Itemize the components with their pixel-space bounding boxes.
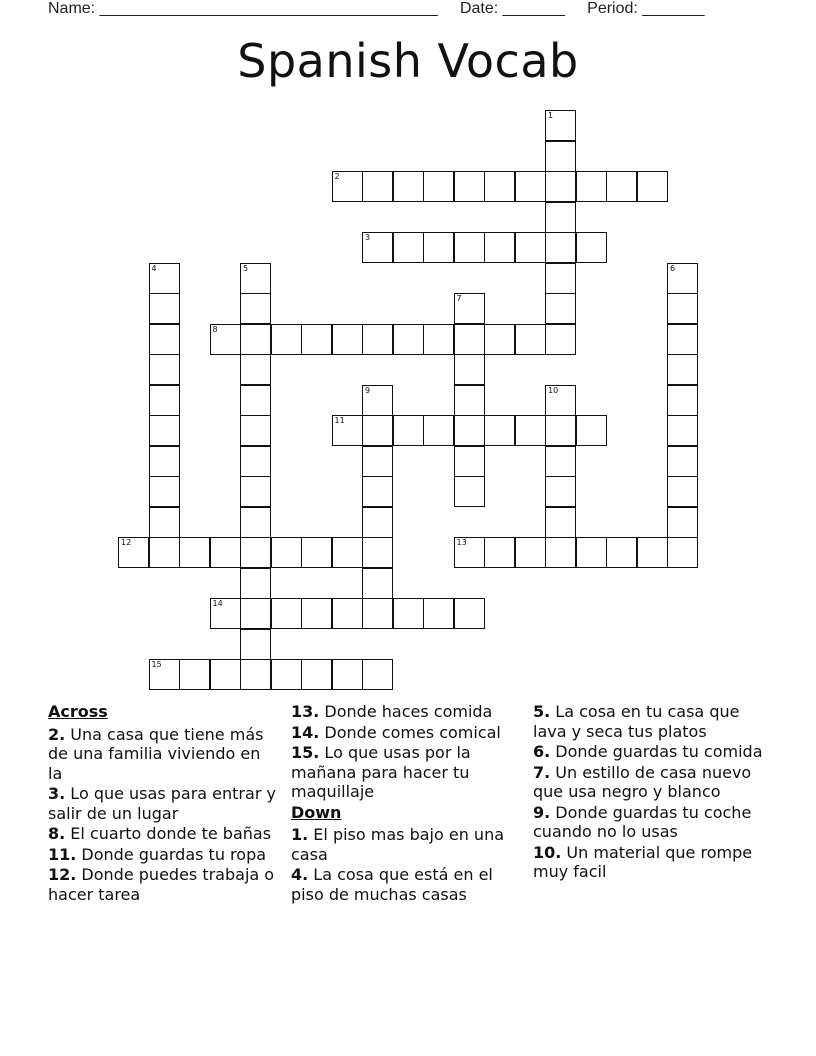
clue-text: Donde guardas tu coche cuando no lo usas — [533, 802, 752, 841]
clue-number: 6. — [533, 742, 551, 761]
crossword-cell — [301, 598, 332, 629]
crossword-cell — [362, 385, 393, 416]
crossword-cell — [118, 537, 149, 568]
crossword-cell — [210, 659, 241, 690]
clue-down-10 — [533, 843, 768, 882]
crossword-cell — [149, 446, 180, 477]
crossword-cell — [667, 507, 698, 538]
clue-number-label: 15 — [151, 660, 162, 669]
clue-number-label: 9 — [365, 385, 371, 395]
clue-text: Lo que usas por la mañana para hacer tu maquillaje — [291, 743, 471, 801]
name-date-period-line: Name: ______________________________________ Date: _______ Period: _______ — [48, 0, 705, 17]
clue-text: La cosa que está en el piso de muchas casas — [291, 865, 493, 904]
crossword-cell — [240, 324, 271, 355]
clue-across-2 — [48, 725, 278, 784]
clue-number: 5. — [533, 702, 551, 721]
crossword-cell — [545, 263, 576, 294]
crossword-cell — [271, 324, 302, 355]
clue-number: 4. — [291, 865, 309, 884]
clue-number-label: 6 — [670, 263, 676, 273]
crossword-cell — [332, 171, 363, 202]
crossword-cell — [454, 385, 485, 416]
crossword-cell — [179, 659, 210, 690]
clue-number: 7. — [533, 762, 551, 782]
crossword-cell — [667, 385, 698, 416]
crossword-cell — [576, 415, 607, 446]
clue-text: Donde puedes trabaja o hacer tarea — [48, 865, 275, 904]
clues-column-3 — [533, 702, 768, 883]
clue-down-6 — [533, 742, 768, 762]
clue-text: La cosa en tu casa que lava y seca tus platos — [533, 702, 740, 741]
crossword-cell — [332, 598, 363, 629]
crossword-cell — [545, 446, 576, 477]
crossword-cell — [362, 415, 393, 446]
crossword-cell — [545, 476, 576, 507]
clue-across-15 — [291, 743, 519, 802]
crossword-cell — [393, 171, 424, 202]
clue-number-label: 1 — [548, 111, 554, 120]
clue-number-label: 10 — [548, 385, 559, 395]
crossword-cell — [545, 324, 576, 355]
crossword-cell — [240, 293, 271, 324]
clue-number: 3. — [48, 784, 66, 803]
crossword-cell — [332, 537, 363, 568]
crossword-cell — [240, 415, 271, 446]
crossword-cell — [576, 537, 607, 568]
crossword-cell — [545, 507, 576, 538]
crossword-cell — [240, 446, 271, 477]
crossword-cell — [454, 171, 485, 202]
clue-across-13 — [291, 702, 519, 722]
clue-text: El cuarto donde te bañas — [65, 824, 272, 843]
crossword-cell — [240, 476, 271, 507]
down-heading: Down — [291, 802, 342, 822]
crossword-cell — [423, 324, 454, 355]
crossword-cell — [271, 537, 302, 568]
clue-across-14 — [291, 723, 519, 743]
clue-text: Lo que usas para entrar y salir de un lugar — [48, 784, 276, 823]
crossword-cell — [515, 415, 546, 446]
clue-down-9 — [533, 803, 768, 842]
clue-number-label: 7 — [456, 294, 462, 303]
crossword-cell — [667, 324, 698, 355]
crossword-cell — [271, 659, 302, 690]
crossword-cell — [515, 324, 546, 355]
clue-text: Donde comes comical — [319, 722, 501, 742]
crossword-cell — [362, 476, 393, 507]
clue-down-1 — [291, 825, 519, 864]
clue-number: 2. — [48, 724, 66, 744]
crossword-cell — [393, 324, 424, 355]
crossword-cell — [149, 659, 180, 690]
crossword-cell — [454, 324, 485, 355]
clue-down-5 — [533, 702, 768, 741]
clue-number-label: 11 — [334, 416, 345, 425]
crossword-cell — [362, 598, 393, 629]
crossword-cell — [454, 446, 485, 477]
crossword-cell — [332, 659, 363, 690]
crossword-cell — [210, 324, 241, 355]
crossword-cell — [240, 354, 271, 385]
clue-down-7 — [533, 763, 768, 802]
crossword-cell — [149, 324, 180, 355]
crossword-cell — [149, 507, 180, 538]
clue-number: 8. — [48, 824, 66, 843]
crossword-cell — [301, 324, 332, 355]
crossword-cell — [240, 629, 271, 660]
clue-number-label: 13 — [456, 538, 467, 547]
clue-across-3 — [48, 784, 278, 823]
crossword-cell — [423, 171, 454, 202]
crossword-cell — [423, 232, 454, 263]
crossword-cell — [515, 171, 546, 202]
crossword-cell — [149, 293, 180, 324]
crossword-cell — [362, 324, 393, 355]
crossword-cell — [240, 263, 271, 294]
clue-number: 13. — [291, 702, 320, 721]
clue-text: Una casa que tiene más de una familia viviendo en la — [48, 724, 264, 783]
crossword-cell — [393, 415, 424, 446]
crossword-cell — [545, 141, 576, 172]
crossword-cell — [484, 232, 515, 263]
crossword-cell — [454, 232, 485, 263]
clue-text: Donde guardas tu ropa — [76, 844, 267, 864]
clue-down-4 — [291, 865, 519, 904]
clue-number: 15. — [291, 743, 320, 762]
crossword-cell — [667, 354, 698, 385]
clues-column-2 — [291, 702, 519, 905]
clue-text: Un estillo de casa nuevo que usa negro y blanco — [533, 762, 752, 801]
crossword-cell — [362, 507, 393, 538]
clue-number: 14. — [291, 722, 320, 742]
crossword-cell — [484, 415, 515, 446]
across-heading: Across — [48, 702, 108, 721]
clue-number: 12. — [48, 865, 77, 884]
crossword-cell — [454, 293, 485, 324]
crossword-cell — [484, 537, 515, 568]
clue-number: 11. — [48, 844, 77, 864]
crossword-cell — [606, 171, 637, 202]
clue-text: El piso mas bajo en una casa — [291, 825, 505, 864]
crossword-cell — [576, 232, 607, 263]
crossword-cell — [454, 537, 485, 568]
crossword-cell — [545, 415, 576, 446]
crossword-cell — [210, 598, 241, 629]
crossword-cell — [393, 232, 424, 263]
crossword-cell — [515, 232, 546, 263]
crossword-cell — [149, 263, 180, 294]
clue-number-label: 5 — [243, 263, 249, 273]
clues-column-1 — [48, 702, 278, 905]
clue-number-label: 2 — [334, 172, 340, 181]
crossword-cell — [149, 354, 180, 385]
crossword-cell — [362, 537, 393, 568]
crossword-cell — [637, 537, 668, 568]
crossword-cell — [484, 171, 515, 202]
crossword-cell — [332, 415, 363, 446]
crossword-cell — [667, 537, 698, 568]
crossword-cell — [667, 446, 698, 477]
crossword-cell — [149, 415, 180, 446]
crossword-cell — [454, 415, 485, 446]
crossword-cell — [515, 537, 546, 568]
crossword-cell — [301, 659, 332, 690]
crossword-cell — [362, 659, 393, 690]
crossword-cell — [362, 171, 393, 202]
clue-text: Donde haces comida — [319, 702, 493, 721]
clue-number-label: 12 — [121, 538, 132, 547]
crossword-cell — [393, 598, 424, 629]
crossword-cell — [240, 385, 271, 416]
crossword-cell — [423, 415, 454, 446]
clue-number: 1. — [291, 825, 309, 844]
crossword-cell — [545, 537, 576, 568]
crossword-cell — [484, 324, 515, 355]
crossword-cell — [271, 598, 302, 629]
crossword-cell — [362, 446, 393, 477]
crossword-cell — [667, 263, 698, 294]
crossword-cell — [240, 537, 271, 568]
crossword-cell — [667, 415, 698, 446]
crossword-cell — [240, 507, 271, 538]
clue-number-label: 4 — [151, 263, 157, 273]
crossword-cell — [210, 537, 241, 568]
crossword-cell — [576, 171, 607, 202]
crossword-cell — [240, 568, 271, 599]
crossword-cell — [362, 568, 393, 599]
crossword-cell — [637, 171, 668, 202]
crossword-cell — [545, 202, 576, 233]
crossword-cell — [667, 476, 698, 507]
crossword-cell — [545, 110, 576, 141]
clue-across-8 — [48, 824, 278, 844]
crossword-cell — [240, 598, 271, 629]
clue-number-label: 14 — [212, 599, 223, 608]
crossword-cell — [606, 537, 637, 568]
clue-number-label: 3 — [365, 233, 371, 242]
clue-text: Un material que rompe muy facil — [533, 842, 753, 881]
crossword-cell — [454, 354, 485, 385]
crossword-cell — [149, 537, 180, 568]
crossword-cell — [545, 171, 576, 202]
crossword-cell — [332, 324, 363, 355]
clue-text: Donde guardas tu comida — [550, 742, 763, 761]
crossword-cell — [301, 537, 332, 568]
crossword-cell — [179, 537, 210, 568]
page-title: Spanish Vocab — [237, 34, 579, 88]
crossword-cell — [423, 598, 454, 629]
clue-number: 9. — [533, 802, 551, 822]
crossword-cell — [240, 659, 271, 690]
crossword-cell — [362, 232, 393, 263]
crossword-cell — [149, 476, 180, 507]
crossword-cell — [454, 476, 485, 507]
clue-across-12 — [48, 865, 278, 904]
crossword-cell — [454, 598, 485, 629]
clue-number: 10. — [533, 842, 562, 862]
crossword-cell — [149, 385, 180, 416]
clue-number-label: 8 — [212, 324, 218, 334]
crossword-cell — [545, 293, 576, 324]
clue-across-11 — [48, 845, 278, 865]
crossword-cell — [667, 293, 698, 324]
crossword-cell — [545, 385, 576, 416]
crossword-cell — [545, 232, 576, 263]
